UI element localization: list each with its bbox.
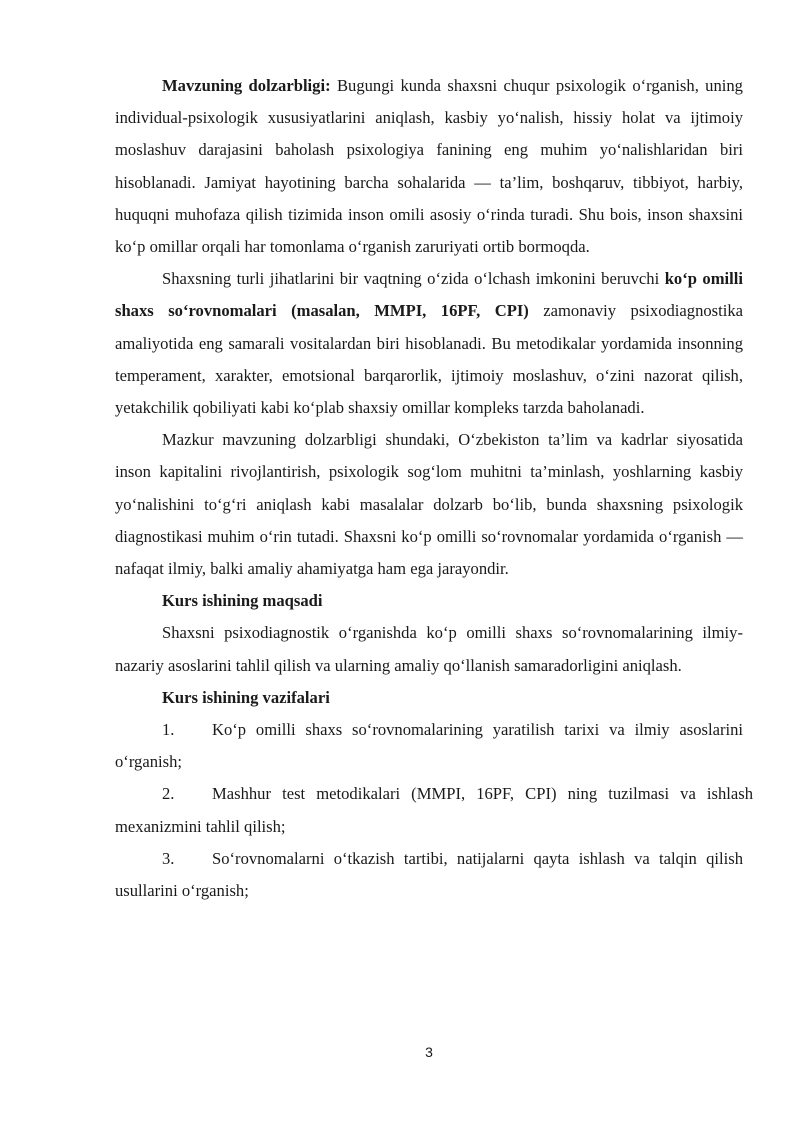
task-item (115, 843, 743, 907)
page-number: 3 (425, 1044, 433, 1060)
relevance-paragraph (115, 70, 743, 263)
questionnaires-bold-term: ko‘p omilli shaxs so‘rovnomalari (masalan, MMPI, 16PF, CPI) (115, 269, 743, 321)
questionnaires-paragraph (115, 263, 743, 424)
task-text: Ko‘p omilli shaxs so‘rovnomalarining yaratilish tarixi va ilmiy asoslarini o‘rganish; (115, 720, 743, 772)
questionnaires-text-start: Shaxsning turli jihatlarini bir vaqtning o‘zida o‘lchash imkonini beruvchi (162, 269, 665, 289)
goal-heading: Kurs ishining maqsadi (162, 591, 323, 611)
uzbekistan-paragraph: Mazkur mavzuning dolzarbligi shundaki, O‘zbekiston ta’lim va kadrlar siyosatida inson kapitalini rivojlantirish, psixologik sog‘lom muhitni ta’minlash, yoshlarning kasbiy yo‘nalishini to‘g‘ri aniqlash kabi masalalar dolzarb bo‘lib, bunda shaxsning psixologik diagnostikasi muhim o‘rin tutadi. Shaxsni ko‘p omilli so‘rovnomalar yordamida o‘rganish — nafaqat ilmiy, balki amaliy ahamiyatga ham ega jarayondir. (115, 430, 743, 579)
questionnaires-text-end: zamonaviy psixodiagnostika amaliyotida eng samarali vositalardan biri hisoblanadi. Bu metodikalar yordamida insonning temperament, xarakter, emotsional barqarorlik, ijtimoiy moslashuv, o‘zini nazorat qilish, yetakchilik qobiliyati kabi ko‘plab shaxsiy omillar kompleks tarzda baholanadi. (115, 301, 743, 418)
relevance-lead: Mavzuning dolzarbligi: (162, 76, 331, 95)
goal-text: Shaxsni psixodiagnostik o‘rganishda ko‘p omilli shaxs so‘rovnomalarining ilmiy-nazariy asoslarini tahlil qilish va ularning amaliy qo‘llanish samaradorligini aniqlash. (115, 623, 743, 675)
task-number: 3. (162, 848, 175, 868)
task-item (115, 778, 753, 842)
tasks-heading: Kurs ishining vazifalari (162, 687, 330, 707)
task-number: 2. (162, 784, 175, 804)
task-text: So‘rovnomalarni o‘tkazish tartibi, natijalarni qayta ishlash va talqin qilish usullarini o‘rganish; (115, 848, 743, 901)
task-text: Mashhur test metodikalari (MMPI, 16PF, CPI) ning tuzilmasi va ishlash mexanizmini tahlil qilish; (115, 784, 753, 836)
task-number: 1. (162, 720, 175, 740)
task-item (115, 714, 743, 778)
relevance-text: Bugungi kunda shaxsni chuqur psixologik o‘rganish, uning individual-psixologik xususiyatlarini aniqlash, kasbiy yo‘nalish, hissiy holat va ijtimoiy moslashuv darajasini baholash psixologiya fanining eng muhim yo‘nalishlaridan biri hisoblanadi. Jamiyat hayotining barcha sohalarida — ta’lim, boshqaruv, tibbiyot, harbiy, huquqni muhofaza qilish tizimida inson omili asosiy o‘rinda turadi. Shu bois, inson shaxsini ko‘p omillar orqali har tomonlama o‘rganish zaruriyati ortib bormoqda. (115, 76, 743, 257)
document-page (115, 70, 753, 907)
